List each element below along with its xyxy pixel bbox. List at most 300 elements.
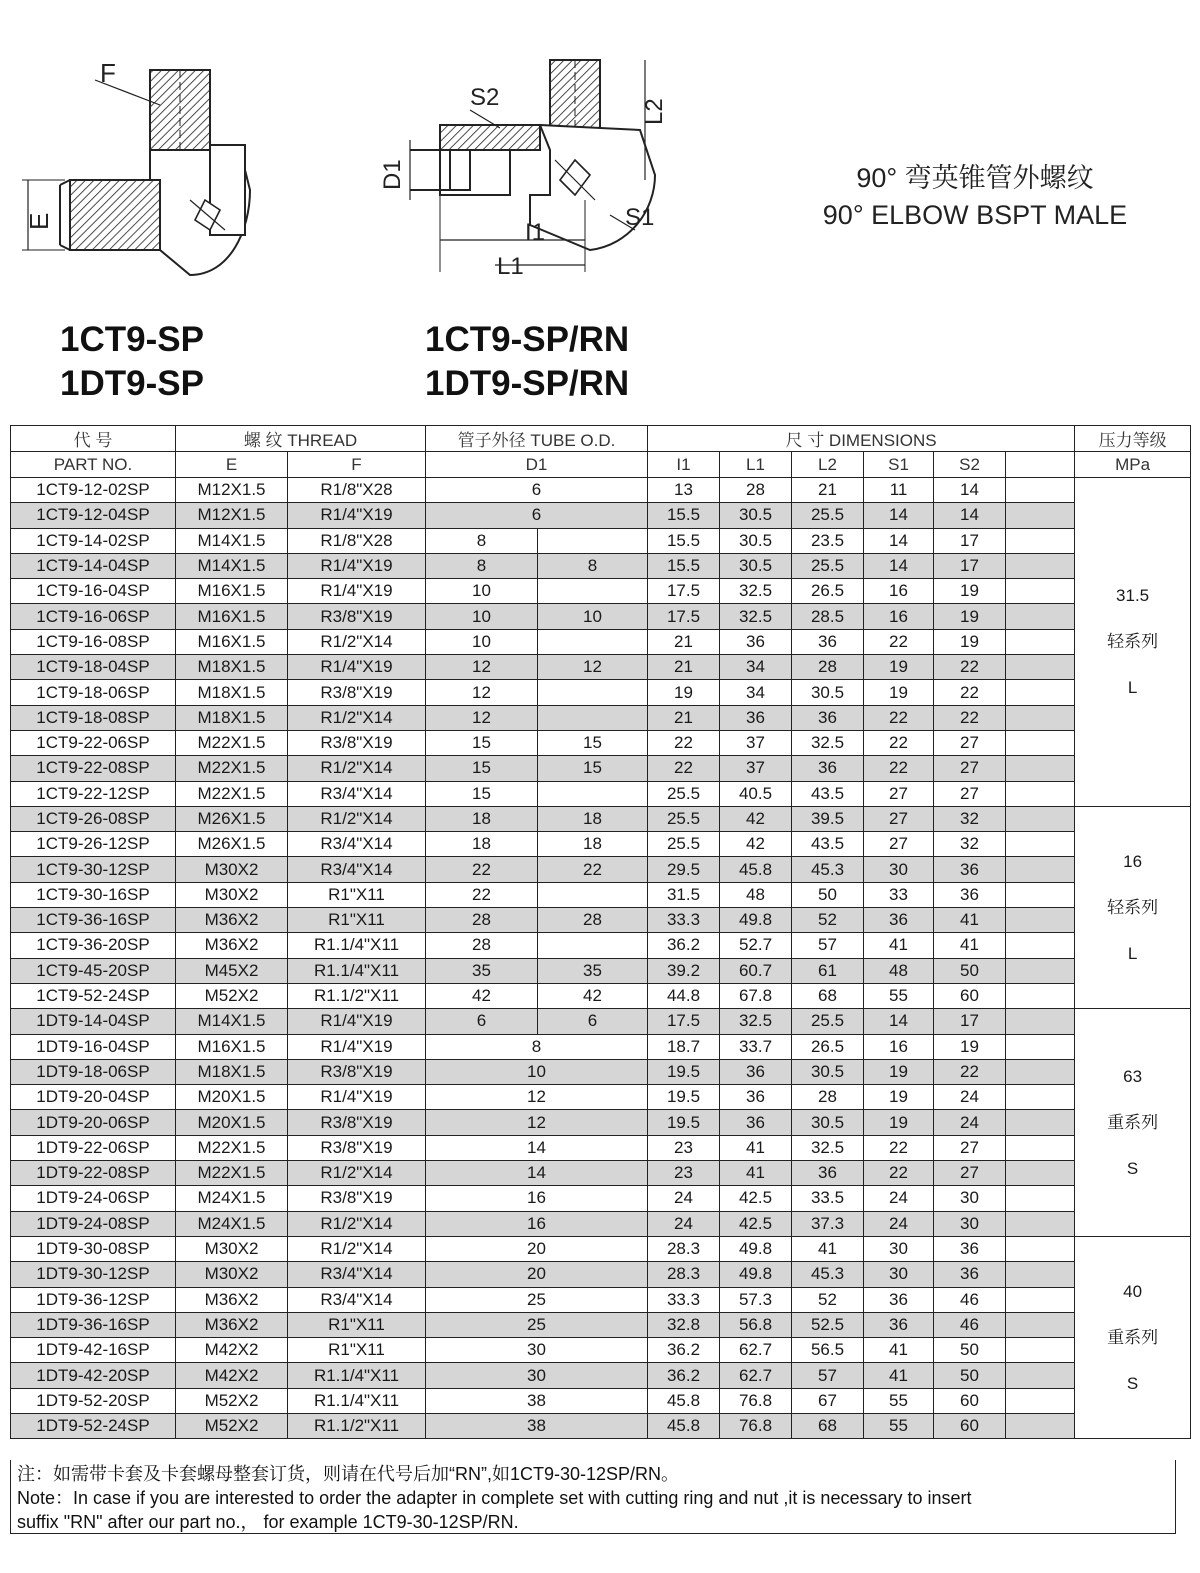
cell-thread-e: M16X1.5: [176, 604, 288, 629]
table-row: [11, 806, 1191, 831]
cell-l2: 26.5: [792, 1034, 864, 1059]
cell-s2: 14: [934, 503, 1006, 528]
cell-l1: 36: [720, 1085, 792, 1110]
cell-thread-f: R3/8"X19: [288, 1110, 426, 1135]
table-row: [11, 1034, 1191, 1059]
cell-thread-e: M20X1.5: [176, 1085, 288, 1110]
cell-i1: 25.5: [648, 806, 720, 831]
cell-s1: 36: [864, 1287, 934, 1312]
cell-tube-d1: 6: [426, 1009, 538, 1034]
cell-i1: 32.8: [648, 1312, 720, 1337]
cell-l1: 56.8: [720, 1312, 792, 1337]
cell-tube-d1: 42: [426, 983, 538, 1008]
cell-l1: 37: [720, 756, 792, 781]
cell-s2: 22: [934, 1059, 1006, 1084]
cell-s1: 22: [864, 756, 934, 781]
table-row: [11, 908, 1191, 933]
cell-s1: 41: [864, 1363, 934, 1388]
cell-tube-d1: 10: [426, 604, 538, 629]
order-note: [10, 1460, 1176, 1534]
cell-tube-d1: 30: [426, 1338, 648, 1363]
cell-s1: 16: [864, 604, 934, 629]
cell-i1: 44.8: [648, 983, 720, 1008]
cell-l1: 42.5: [720, 1211, 792, 1236]
cell-part-no: 1CT9-26-12SP: [11, 832, 176, 857]
cell-l2: 28.5: [792, 604, 864, 629]
cell-l2: 25.5: [792, 1009, 864, 1034]
table-row: [11, 1009, 1191, 1034]
cell-tube-d1-rn: 15: [538, 730, 648, 755]
cell-blank: [1006, 553, 1075, 578]
cell-s2: 50: [934, 1338, 1006, 1363]
header-row: [11, 426, 1191, 452]
cell-l1: 36: [720, 1110, 792, 1135]
cell-thread-f: R3/8"X19: [288, 1186, 426, 1211]
cell-part-no: 1CT9-18-06SP: [11, 680, 176, 705]
cell-thread-f: R3/8"X19: [288, 730, 426, 755]
cell-thread-e: M36X2: [176, 933, 288, 958]
cell-thread-f: R1/2"X14: [288, 1211, 426, 1236]
cell-s1: 33: [864, 882, 934, 907]
cell-blank: [1006, 1363, 1075, 1388]
cell-blank: [1006, 1009, 1075, 1034]
cell-part-no: 1DT9-52-20SP: [11, 1388, 176, 1413]
header-thread: 螺 纹 THREAD: [176, 426, 426, 452]
cell-tube-d1: 28: [426, 908, 538, 933]
cell-l1: 49.8: [720, 908, 792, 933]
cell-part-no: 1CT9-30-16SP: [11, 882, 176, 907]
cell-l2: 43.5: [792, 832, 864, 857]
cell-s1: 14: [864, 553, 934, 578]
table-row: [11, 503, 1191, 528]
pressure-grade-line: 重系列: [1107, 1112, 1159, 1132]
cell-part-no: 1DT9-16-04SP: [11, 1034, 176, 1059]
cell-i1: 21: [648, 705, 720, 730]
table-row: [11, 983, 1191, 1008]
cell-l1: 57.3: [720, 1287, 792, 1312]
cell-blank: [1006, 983, 1075, 1008]
cell-thread-f: R1"X11: [288, 1338, 426, 1363]
note-en-line1: Note：In case if you are interested to order the adapter in complete set with cutting ring and nut ,it is necessary to insert: [17, 1488, 972, 1508]
cell-tube-d1: 10: [426, 1059, 648, 1084]
cell-s2: 60: [934, 1413, 1006, 1438]
cell-s1: 27: [864, 781, 934, 806]
cell-s1: 22: [864, 1135, 934, 1160]
pressure-grade-line: 轻系列: [1107, 897, 1159, 917]
cell-tube-d1-rn: 6: [538, 1009, 648, 1034]
cell-thread-e: M24X1.5: [176, 1186, 288, 1211]
cell-l2: 25.5: [792, 503, 864, 528]
cell-l1: 30.5: [720, 553, 792, 578]
cell-tube-d1: 12: [426, 680, 538, 705]
cell-l1: 41: [720, 1161, 792, 1186]
cell-thread-e: M36X2: [176, 1312, 288, 1337]
pressure-grade-line: 轻系列: [1107, 631, 1159, 651]
cell-blank: [1006, 680, 1075, 705]
cell-s2: 60: [934, 1388, 1006, 1413]
header-row: [11, 452, 1191, 478]
cell-thread-e: M52X2: [176, 983, 288, 1008]
header-l1: L1: [720, 452, 792, 478]
cell-tube-d1: 8: [426, 528, 538, 553]
pressure-grade: [1075, 478, 1191, 807]
cell-thread-e: M42X2: [176, 1363, 288, 1388]
cell-thread-e: M18X1.5: [176, 705, 288, 730]
cell-s2: 27: [934, 730, 1006, 755]
cell-thread-f: R1/2"X14: [288, 1161, 426, 1186]
cell-tube-d1: 35: [426, 958, 538, 983]
cell-s1: 30: [864, 1236, 934, 1261]
model-title-left: [60, 318, 204, 406]
cell-thread-f: R1/4"X19: [288, 1034, 426, 1059]
cell-l1: 28: [720, 478, 792, 503]
cell-tube-d1: 18: [426, 832, 538, 857]
table-row: [11, 1059, 1191, 1084]
header-pressure-unit: MPa: [1075, 452, 1191, 478]
cell-part-no: 1DT9-42-16SP: [11, 1338, 176, 1363]
cell-part-no: 1CT9-14-02SP: [11, 528, 176, 553]
table-row: [11, 680, 1191, 705]
cell-i1: 15.5: [648, 503, 720, 528]
pressure-grade: [1075, 806, 1191, 1008]
cell-s2: 36: [934, 857, 1006, 882]
table-row: [11, 1236, 1191, 1261]
cell-thread-e: M36X2: [176, 908, 288, 933]
cell-part-no: 1CT9-36-16SP: [11, 908, 176, 933]
cell-s2: 27: [934, 781, 1006, 806]
cell-tube-d1: 8: [426, 1034, 648, 1059]
cell-tube-d1: 15: [426, 756, 538, 781]
cell-i1: 29.5: [648, 857, 720, 882]
cell-part-no: 1CT9-22-12SP: [11, 781, 176, 806]
cell-l1: 34: [720, 680, 792, 705]
product-title-en: 90° ELBOW BSPT MALE: [822, 200, 1128, 230]
cell-tube-d1: 6: [426, 478, 648, 503]
cell-l1: 42.5: [720, 1186, 792, 1211]
cell-l2: 67: [792, 1388, 864, 1413]
header-f: F: [288, 452, 426, 478]
cell-l1: 40.5: [720, 781, 792, 806]
cell-l2: 37.3: [792, 1211, 864, 1236]
cell-tube-d1-rn: [538, 680, 648, 705]
cell-l2: 45.3: [792, 857, 864, 882]
cell-part-no: 1CT9-16-04SP: [11, 579, 176, 604]
cell-blank: [1006, 655, 1075, 680]
header-part-en: PART NO.: [11, 452, 176, 478]
cell-i1: 24: [648, 1211, 720, 1236]
cell-l2: 25.5: [792, 553, 864, 578]
cell-part-no: 1DT9-36-12SP: [11, 1287, 176, 1312]
cell-thread-f: R3/8"X19: [288, 680, 426, 705]
model-code: 1CT9-SP: [60, 320, 204, 359]
cell-s2: 27: [934, 756, 1006, 781]
header-s1: S1: [864, 452, 934, 478]
cell-thread-f: R1/4"X19: [288, 579, 426, 604]
cell-thread-f: R1"X11: [288, 1312, 426, 1337]
table-row: [11, 604, 1191, 629]
cell-s2: 32: [934, 832, 1006, 857]
cell-l1: 30.5: [720, 528, 792, 553]
cell-thread-f: R3/4"X14: [288, 1287, 426, 1312]
cell-s2: 46: [934, 1287, 1006, 1312]
cell-s1: 36: [864, 1312, 934, 1337]
cell-l1: 45.8: [720, 857, 792, 882]
table-row: [11, 1262, 1191, 1287]
cell-thread-e: M42X2: [176, 1338, 288, 1363]
cell-i1: 19: [648, 680, 720, 705]
cell-part-no: 1DT9-24-08SP: [11, 1211, 176, 1236]
table-row: [11, 553, 1191, 578]
header-part: 代 号: [11, 426, 176, 452]
table-row: [11, 882, 1191, 907]
cell-tube-d1-rn: [538, 781, 648, 806]
cell-s1: 22: [864, 1161, 934, 1186]
cell-part-no: 1CT9-36-20SP: [11, 933, 176, 958]
pressure-grade-line: 63: [1123, 1066, 1143, 1086]
cell-tube-d1-rn: 18: [538, 832, 648, 857]
cell-s2: 24: [934, 1110, 1006, 1135]
cell-part-no: 1CT9-16-08SP: [11, 629, 176, 654]
cell-part-no: 1DT9-30-12SP: [11, 1262, 176, 1287]
cell-s1: 30: [864, 857, 934, 882]
pressure-grade-line: S: [1126, 1158, 1139, 1178]
cell-thread-e: M12X1.5: [176, 478, 288, 503]
cell-i1: 13: [648, 478, 720, 503]
model-title-right: [425, 318, 629, 406]
cell-tube-d1: 22: [426, 882, 538, 907]
cell-tube-d1: 28: [426, 933, 538, 958]
pressure-grade: [1075, 1236, 1191, 1438]
cell-s1: 27: [864, 806, 934, 831]
cell-thread-e: M24X1.5: [176, 1211, 288, 1236]
header-i1: I1: [648, 452, 720, 478]
cell-blank: [1006, 1312, 1075, 1337]
table-row: [11, 1312, 1191, 1337]
cell-l1: 32.5: [720, 579, 792, 604]
cell-thread-e: M45X2: [176, 958, 288, 983]
cell-s2: 22: [934, 680, 1006, 705]
model-code: 1CT9-SP/RN: [425, 320, 630, 359]
pressure-grade-line: 重系列: [1107, 1327, 1159, 1347]
cell-l2: 43.5: [792, 781, 864, 806]
cell-tube-d1: 12: [426, 705, 538, 730]
label-i1: I1: [525, 219, 546, 246]
label-l1: L1: [497, 253, 524, 280]
cell-blank: [1006, 604, 1075, 629]
cell-l1: 62.7: [720, 1338, 792, 1363]
cell-thread-f: R1.1/2"X11: [288, 1413, 426, 1438]
cell-s2: 17: [934, 553, 1006, 578]
cell-thread-e: M14X1.5: [176, 528, 288, 553]
cell-s1: 19: [864, 1110, 934, 1135]
cell-s2: 19: [934, 1034, 1006, 1059]
cell-s1: 36: [864, 908, 934, 933]
table-row: [11, 1186, 1191, 1211]
cell-l2: 30.5: [792, 1110, 864, 1135]
cell-l2: 52: [792, 1287, 864, 1312]
cell-i1: 18.7: [648, 1034, 720, 1059]
table-row: [11, 655, 1191, 680]
cell-s1: 19: [864, 1085, 934, 1110]
spec-table-body: [11, 478, 1191, 1439]
cell-thread-f: R1/4"X19: [288, 655, 426, 680]
header-e: E: [176, 452, 288, 478]
cell-part-no: 1CT9-22-08SP: [11, 756, 176, 781]
cell-blank: [1006, 933, 1075, 958]
cell-blank: [1006, 705, 1075, 730]
cell-i1: 36.2: [648, 1338, 720, 1363]
cell-thread-e: M22X1.5: [176, 1135, 288, 1160]
note-en-line2: suffix "RN" after our part no.， for example 1CT9-30-12SP/RN.: [17, 1512, 519, 1532]
cell-tube-d1-rn: 12: [538, 655, 648, 680]
cell-s2: 60: [934, 983, 1006, 1008]
cell-blank: [1006, 1388, 1075, 1413]
cell-i1: 15.5: [648, 553, 720, 578]
cell-i1: 31.5: [648, 882, 720, 907]
spec-table: [10, 425, 1191, 1439]
cell-tube-d1-rn: 22: [538, 857, 648, 882]
cell-thread-f: R1"X11: [288, 882, 426, 907]
cell-s1: 24: [864, 1211, 934, 1236]
cell-thread-f: R3/4"X14: [288, 781, 426, 806]
table-row: [11, 1287, 1191, 1312]
cell-thread-f: R1/2"X14: [288, 629, 426, 654]
cell-l1: 42: [720, 806, 792, 831]
cell-thread-f: R1.1/2"X11: [288, 983, 426, 1008]
cell-i1: 17.5: [648, 1009, 720, 1034]
cell-thread-e: M18X1.5: [176, 680, 288, 705]
table-row: [11, 958, 1191, 983]
cell-s1: 19: [864, 680, 934, 705]
cell-blank: [1006, 629, 1075, 654]
cell-i1: 39.2: [648, 958, 720, 983]
cell-l1: 67.8: [720, 983, 792, 1008]
cell-thread-e: M16X1.5: [176, 629, 288, 654]
cell-part-no: 1DT9-24-06SP: [11, 1186, 176, 1211]
cell-part-no: 1CT9-45-20SP: [11, 958, 176, 983]
cell-thread-e: M30X2: [176, 1236, 288, 1261]
pressure-grade-line: L: [1127, 943, 1138, 963]
cell-thread-e: M18X1.5: [176, 655, 288, 680]
table-row: [11, 478, 1191, 503]
table-row: [11, 528, 1191, 553]
cell-s1: 48: [864, 958, 934, 983]
cell-l2: 52.5: [792, 1312, 864, 1337]
cell-blank: [1006, 908, 1075, 933]
cell-thread-f: R1/4"X19: [288, 1085, 426, 1110]
cell-part-no: 1DT9-36-16SP: [11, 1312, 176, 1337]
elbow-drawing-left: [20, 50, 260, 285]
cell-s2: 36: [934, 882, 1006, 907]
cell-tube-d1-rn: 35: [538, 958, 648, 983]
cell-s1: 55: [864, 1413, 934, 1438]
cell-s2: 27: [934, 1161, 1006, 1186]
cell-part-no: 1DT9-52-24SP: [11, 1413, 176, 1438]
cell-s2: 50: [934, 958, 1006, 983]
cell-i1: 33.3: [648, 1287, 720, 1312]
cell-l1: 32.5: [720, 604, 792, 629]
table-row: [11, 1161, 1191, 1186]
cell-l1: 36: [720, 705, 792, 730]
cell-blank: [1006, 1059, 1075, 1084]
cell-i1: 45.8: [648, 1413, 720, 1438]
table-row: [11, 1085, 1191, 1110]
cell-blank: [1006, 1186, 1075, 1211]
cell-s2: 14: [934, 478, 1006, 503]
cell-part-no: 1CT9-26-08SP: [11, 806, 176, 831]
cell-s2: 19: [934, 629, 1006, 654]
cell-l2: 41: [792, 1236, 864, 1261]
cell-s2: 41: [934, 933, 1006, 958]
cell-tube-d1-rn: 10: [538, 604, 648, 629]
table-row: [11, 1413, 1191, 1438]
cell-l2: 36: [792, 705, 864, 730]
header-l2: L2: [792, 452, 864, 478]
cell-i1: 28.3: [648, 1236, 720, 1261]
cell-thread-e: M22X1.5: [176, 730, 288, 755]
cell-i1: 15.5: [648, 528, 720, 553]
cell-blank: [1006, 503, 1075, 528]
cell-l1: 34: [720, 655, 792, 680]
cell-s1: 55: [864, 1388, 934, 1413]
cell-blank: [1006, 806, 1075, 831]
cell-part-no: 1CT9-18-04SP: [11, 655, 176, 680]
cell-i1: 45.8: [648, 1388, 720, 1413]
cell-part-no: 1DT9-22-06SP: [11, 1135, 176, 1160]
cell-l2: 56.5: [792, 1338, 864, 1363]
cell-s1: 55: [864, 983, 934, 1008]
cell-l2: 61: [792, 958, 864, 983]
cell-tube-d1-rn: 15: [538, 756, 648, 781]
cell-blank: [1006, 781, 1075, 806]
cell-thread-f: R1/2"X14: [288, 705, 426, 730]
table-row: [11, 832, 1191, 857]
pressure-grade-line: 16: [1123, 851, 1143, 871]
cell-s2: 17: [934, 528, 1006, 553]
cell-thread-e: M22X1.5: [176, 781, 288, 806]
cell-thread-f: R3/8"X19: [288, 1059, 426, 1084]
cell-thread-e: M52X2: [176, 1388, 288, 1413]
cell-tube-d1: 12: [426, 1110, 648, 1135]
cell-l2: 68: [792, 1413, 864, 1438]
cell-tube-d1: 22: [426, 857, 538, 882]
cell-i1: 22: [648, 756, 720, 781]
pressure-grade-line: L: [1127, 677, 1138, 697]
cell-l2: 28: [792, 1085, 864, 1110]
table-row: [11, 1110, 1191, 1135]
cell-blank: [1006, 1135, 1075, 1160]
cell-s1: 14: [864, 528, 934, 553]
cell-tube-d1: 15: [426, 781, 538, 806]
cell-blank: [1006, 882, 1075, 907]
cell-l1: 76.8: [720, 1413, 792, 1438]
cell-thread-f: R1/8"X28: [288, 528, 426, 553]
cell-i1: 36.2: [648, 933, 720, 958]
cell-l2: 50: [792, 882, 864, 907]
cell-thread-f: R1/8"X28: [288, 478, 426, 503]
label-s1: S1: [625, 204, 655, 231]
cell-thread-e: M22X1.5: [176, 1161, 288, 1186]
cell-part-no: 1CT9-52-24SP: [11, 983, 176, 1008]
cell-thread-e: M26X1.5: [176, 806, 288, 831]
table-row: [11, 579, 1191, 604]
table-row: [11, 933, 1191, 958]
header-d1: D1: [426, 452, 648, 478]
cell-s1: 22: [864, 705, 934, 730]
cell-tube-d1: 14: [426, 1135, 648, 1160]
cell-thread-e: M30X2: [176, 1262, 288, 1287]
cell-s2: 30: [934, 1211, 1006, 1236]
